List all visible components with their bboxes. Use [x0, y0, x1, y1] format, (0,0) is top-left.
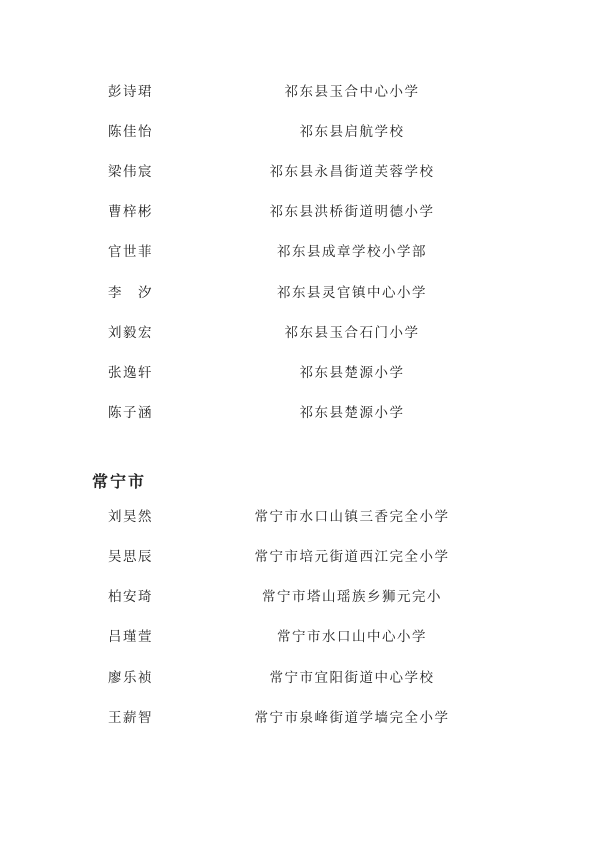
list-item: [0, 706, 600, 730]
student-name: 廖乐祯: [108, 670, 153, 686]
list-item: [0, 160, 600, 184]
school-name: 祁东县永昌街道芙蓉学校: [269, 164, 435, 180]
student-name: 陈佳怡: [108, 124, 153, 140]
student-name: 官世菲: [108, 244, 153, 260]
list-item: [0, 666, 600, 690]
list-item: [0, 625, 600, 649]
school-name: 常宁市泉峰街道学墙完全小学: [254, 710, 450, 726]
school-name: 常宁市培元街道西江完全小学: [254, 549, 450, 565]
school-name: 常宁市水口山中心小学: [277, 629, 427, 645]
school-name: 常宁市宜阳街道中心学校: [269, 670, 435, 686]
school-name: 祁东县灵官镇中心小学: [277, 285, 427, 301]
school-name: 祁东县玉合石门小学: [284, 325, 420, 341]
list-item: [0, 505, 600, 529]
school-name: 祁东县启航学校: [299, 124, 405, 140]
student-name: 柏安琦: [108, 589, 153, 605]
list-item: [0, 585, 600, 609]
student-name: 刘昊然: [108, 509, 153, 525]
student-name: 吴思辰: [108, 549, 153, 565]
school-name: 祁东县玉合中心小学: [284, 84, 420, 100]
list-item: [0, 361, 600, 385]
student-name: 曹梓彬: [108, 204, 153, 220]
student-name: 陈子涵: [108, 405, 153, 421]
school-name: 祁东县楚源小学: [299, 405, 405, 421]
list-item: [0, 240, 600, 264]
school-name: 常宁市塔山瑶族乡狮元完小: [262, 589, 442, 605]
school-name: 祁东县洪桥街道明德小学: [269, 204, 435, 220]
school-name: 祁东县成章学校小学部: [277, 244, 427, 260]
section-title-changning: 常宁市: [92, 472, 147, 491]
student-name: 梁伟宸: [108, 164, 153, 180]
list-item: [0, 281, 600, 305]
list-item: [0, 200, 600, 224]
list-item: [0, 321, 600, 345]
school-name: 常宁市水口山镇三香完全小学: [254, 509, 450, 525]
student-name: 张逸轩: [108, 365, 153, 381]
student-name: 王薪智: [108, 710, 153, 726]
list-item: [0, 545, 600, 569]
student-name: 吕瑾萱: [108, 629, 153, 645]
student-name: 刘毅宏: [108, 325, 153, 341]
list-item: [0, 401, 600, 425]
student-name: 彭诗珺: [108, 84, 153, 100]
list-item: [0, 120, 600, 144]
student-name: 李 汐: [108, 285, 153, 301]
school-name: 祁东县楚源小学: [299, 365, 405, 381]
list-item: [0, 80, 600, 104]
